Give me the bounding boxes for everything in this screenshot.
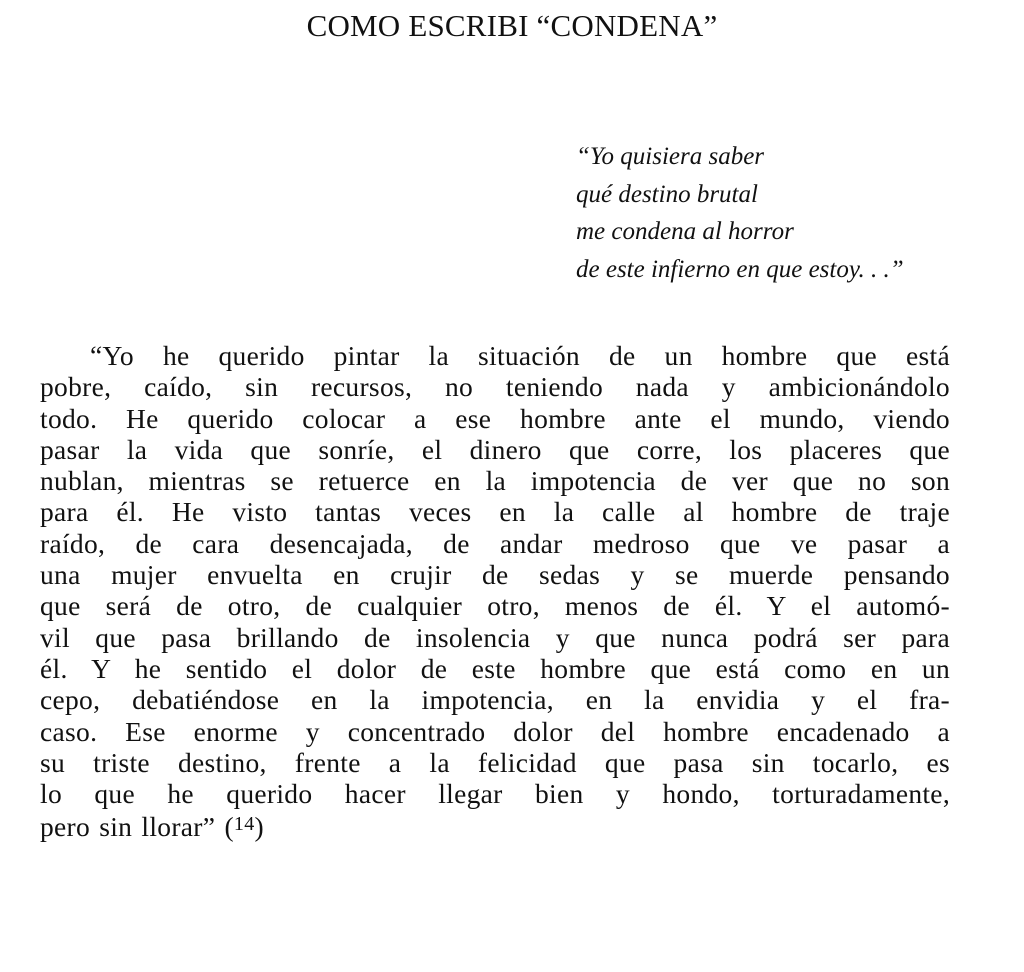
paragraph-line: cepo, debatiéndose en la impotencia, en la envidia y el fra- [40, 684, 950, 716]
paragraph-line: nublan, mientras se retuerce en la impotencia de ver que no son [40, 465, 950, 497]
paragraph-line: “Yo he querido pintar la situación de un hombre que está [90, 340, 950, 371]
reference-close: ) [254, 811, 264, 843]
footnote-reference: 14 [233, 813, 255, 836]
paragraph-line: una mujer envuelta en crujir de sedas y se muerde pensando [40, 559, 950, 591]
epigraph-line: “Yo quisiera saber [576, 143, 765, 170]
paragraph-line: caso. Ese enorme y concentrado dolor del hombre encadenado a [40, 715, 950, 747]
paragraph-line: raído, de cara desencajada, de andar medroso que ve pasar a [40, 527, 950, 559]
paragraph-last-line [40, 809, 950, 842]
paragraph-line: que será de otro, de cualquier otro, menos de él. Y el automó- [40, 590, 950, 622]
paragraph-line: él. Y he sentido el dolor de este hombre que está como en un [40, 652, 950, 684]
reference-open: ( [224, 811, 234, 843]
paragraph-line: pobre, caído, sin recursos, no teniendo nada y ambicionándolo [40, 371, 950, 403]
epigraph-line: me condena al horror [576, 218, 794, 245]
last-line-text: pero sin llorar” [40, 811, 216, 843]
body-paragraph [40, 340, 950, 843]
epigraph-line: qué destino brutal [576, 180, 758, 208]
paragraph-line: para él. He visto tantas veces en la calle al hombre de traje [40, 496, 950, 528]
epigraph-quote [576, 138, 904, 288]
page-title: COMO ESCRIBI “CONDENA” [306, 8, 718, 43]
paragraph-line: pasar la vida que sonríe, el dinero que corre, los placeres que [40, 433, 950, 465]
paragraph-line: todo. He querido colocar a ese hombre ante el mundo, viendo [40, 402, 950, 434]
paragraph-line: vil que pasa brillando de insolencia y que nunca podrá ser para [40, 621, 950, 653]
paragraph-line: lo que he querido hacer llegar bien y hondo, torturadamente, [40, 778, 950, 810]
epigraph-line: de este infierno en que estoy. . .” [576, 255, 904, 283]
paragraph-line: su triste destino, frente a la felicidad que pasa sin tocarlo, es [40, 746, 950, 778]
